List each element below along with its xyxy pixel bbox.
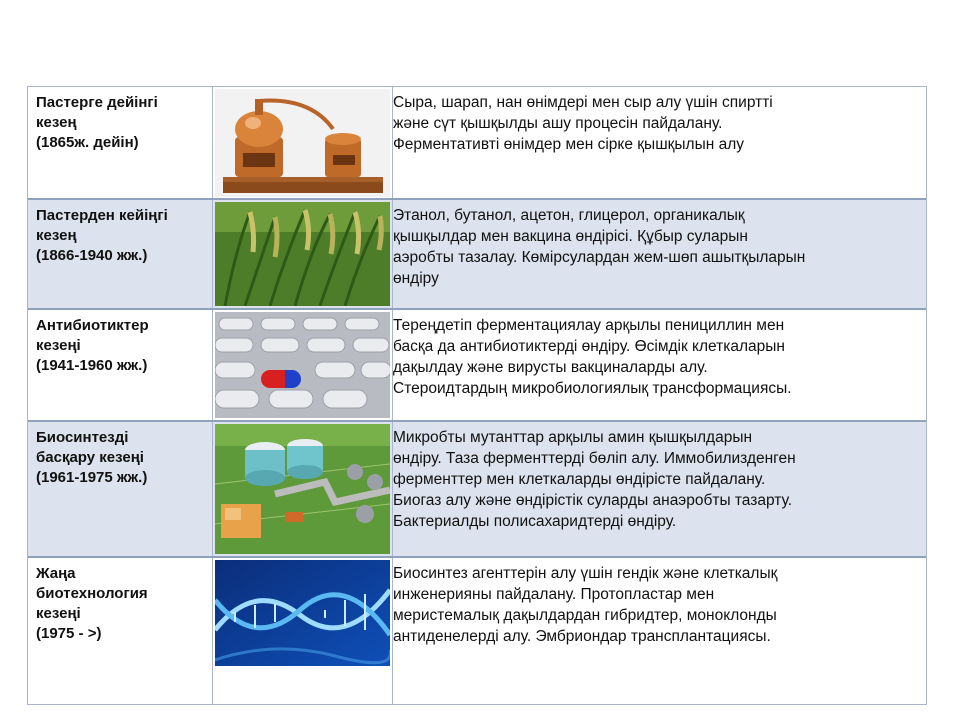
description-cell (393, 558, 926, 704)
description-cell (393, 422, 926, 556)
image-cell (213, 310, 393, 420)
description-cell (393, 310, 926, 420)
description-cell (393, 87, 926, 198)
period-label: Биосинтезді басқару кезеңі (1961-1975 жж.) (36, 429, 148, 486)
period-label: Пастерге дейінгі кезең (1865ж. дейін) (36, 94, 158, 151)
table-row (28, 200, 926, 310)
description-cell (393, 200, 926, 308)
description-text: Микробты мутанттар арқылы амин қышқылдарын өндіру. Таза ферменттерді бөліп алу. Иммобилизденген ферменттер мен клеткаларды өндірісте пайдалану. Биогаз алу және өндірістік суларды анаэробты тазарту. Бактериалды полисахаридтерді өндіру. (393, 429, 796, 530)
period-label: Жаңа биотехнология кезеңі (1975 - >) (36, 565, 148, 642)
image-cell (213, 422, 393, 556)
image-cell (213, 87, 393, 198)
image-cell (213, 558, 393, 704)
distillation-apparatus-icon (215, 89, 390, 197)
table-row (28, 310, 926, 422)
description-text: Тереңдетіп ферментациялау арқылы пенициллин мен басқа да антибиотиктерді өндіру. Өсімдік клеткаларын дақылдау және вирусты вакциналарды алу. Стероидтардың микробиологиялық трансформациясы. (393, 317, 792, 397)
period-label: Пастерден кейіңгі кезең (1866-1940 жж.) (36, 207, 168, 264)
description-text: Биосинтез агенттерін алу үшін гендік және клеткалық инженерияны пайдалану. Протопластар мен меристемалық дақылдардан гибридтер, моноклонды антиденелерді алу. Эмбриондар трансплантациясы. (393, 565, 778, 645)
biotech-periods-table (27, 86, 927, 705)
capsules-pills-icon (215, 312, 390, 418)
period-cell (28, 200, 213, 308)
period-cell (28, 558, 213, 704)
biogas-plant-icon (215, 424, 390, 554)
description-text: Сыра, шарап, нан өнімдері мен сыр алу үшін спиртті және сүт қышқылды ашу процесін пайдалану. Ферментативті өнімдер мен сірке қышқылын алу (393, 94, 773, 153)
period-cell (28, 310, 213, 420)
description-text: Этанол, бутанол, ацетон, глицерол, органикалық қышқылдар мен вакцина өндірісі. Құбыр суларын аэробты тазалау. Көмірсулардан жем-шөп ашытқыларын өндіру (393, 207, 806, 287)
period-cell (28, 87, 213, 198)
table-row (28, 422, 926, 558)
period-label: Антибиотиктер кезеңі (1941-1960 жж.) (36, 317, 149, 374)
table-row (28, 87, 926, 200)
period-cell (28, 422, 213, 556)
image-cell (213, 200, 393, 308)
table-row (28, 558, 926, 704)
rice-plants-icon (215, 202, 390, 306)
dna-helix-icon (215, 560, 390, 666)
